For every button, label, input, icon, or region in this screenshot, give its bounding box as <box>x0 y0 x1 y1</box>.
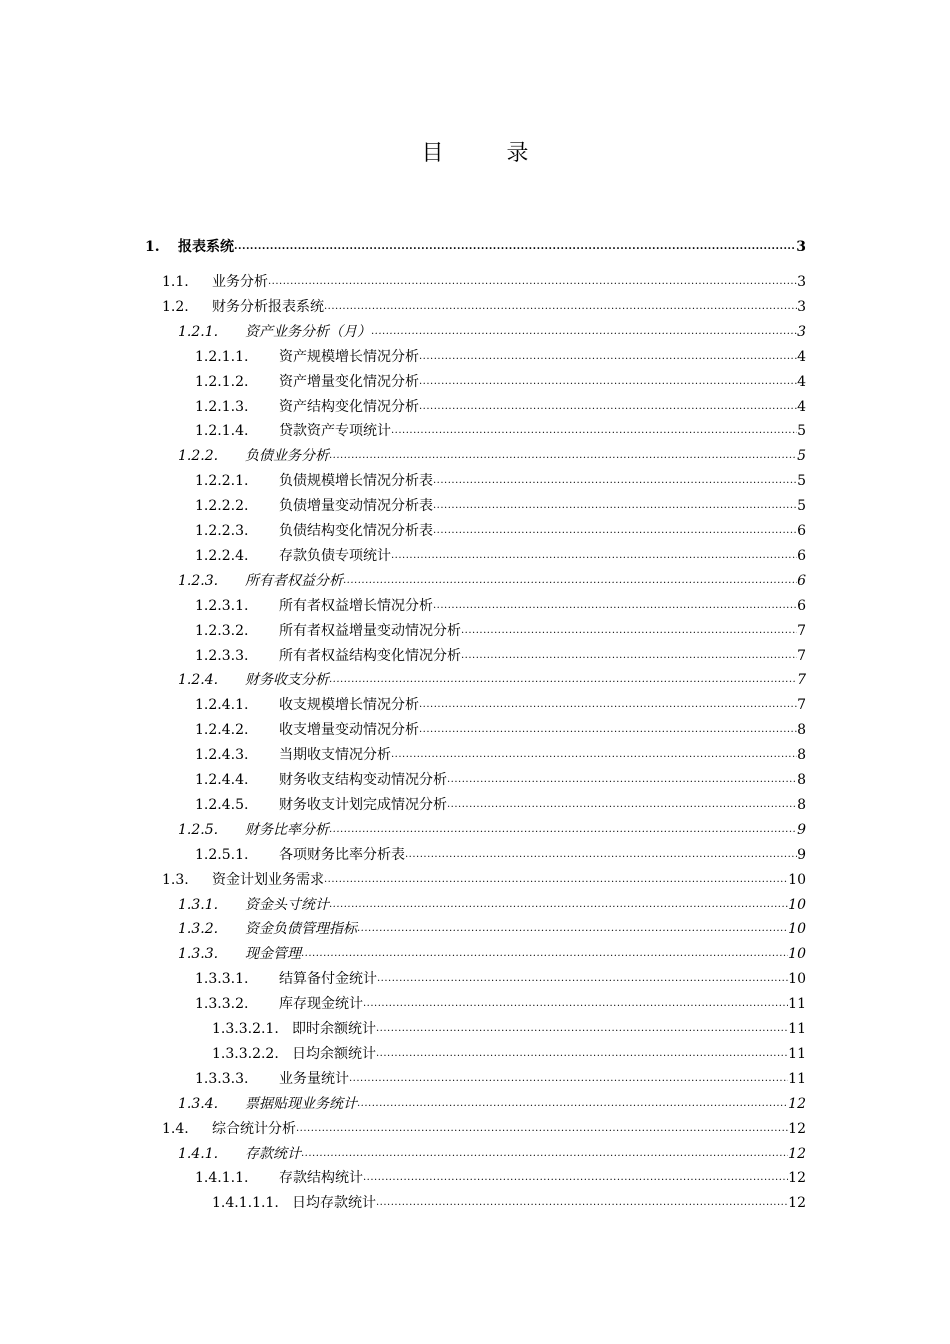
toc-entry-title: 日均余额统计 <box>292 1045 376 1062</box>
toc-entry-page: 11 <box>788 996 806 1013</box>
toc-entry-number: 1.2.3.2. <box>195 622 249 639</box>
toc-entry-page: 11 <box>788 1021 806 1037</box>
dot-leader <box>234 237 796 257</box>
toc-entry[interactable] <box>178 820 806 840</box>
toc-entry-page: 5 <box>797 498 806 515</box>
toc-entry-number: 1.3.3.2.2. <box>212 1045 279 1062</box>
toc-entry-number: 1.2.4.2. <box>195 722 249 739</box>
toc-entry[interactable] <box>195 969 806 989</box>
toc-entry-number: 1. <box>145 239 160 255</box>
dot-leader <box>371 322 797 342</box>
dot-leader <box>329 446 797 466</box>
toc-entry[interactable] <box>195 621 806 641</box>
toc-entry-page: 6 <box>797 572 806 589</box>
toc-entry-number: 1.2.2.3. <box>195 523 249 539</box>
dot-leader <box>419 372 797 392</box>
toc-entry-number: 1.2.2. <box>178 448 219 465</box>
toc-entry-number: 1.2.2.2. <box>195 498 249 515</box>
toc-entry[interactable] <box>178 1144 806 1164</box>
toc-entry-page: 10 <box>788 921 806 938</box>
toc-entry-title: 资金头寸统计 <box>245 896 329 913</box>
dot-leader <box>329 820 797 840</box>
toc-entry-page: 10 <box>788 896 806 913</box>
dot-leader <box>349 1069 788 1089</box>
toc-entry-title: 综合统计分析 <box>212 1120 296 1137</box>
toc-entry-page: 6 <box>797 547 806 564</box>
toc-entry-title: 财务比率分析 <box>245 821 329 838</box>
toc-entry-page: 4 <box>797 398 806 415</box>
toc-entry-page: 5 <box>797 448 806 465</box>
toc-entry-number: 1.3.2. <box>178 921 219 938</box>
toc-entry-number: 1.3.3.3. <box>195 1070 249 1087</box>
toc-entry-title: 各项财务比率分析表 <box>279 846 405 863</box>
dot-leader <box>391 421 797 441</box>
toc-entry-number: 1.2.1.3. <box>195 398 249 415</box>
toc-entry-title: 现金管理 <box>245 946 301 963</box>
toc-entry[interactable] <box>178 919 806 939</box>
toc-entry-title: 负债规模增长情况分析表 <box>279 473 433 490</box>
toc-entry-number: 1.2. <box>162 298 189 315</box>
toc-entry-number: 1.2.3.1. <box>195 597 249 614</box>
toc-entry-title: 资金计划业务需求 <box>212 871 324 888</box>
toc-entry[interactable] <box>195 496 806 516</box>
toc-entry-number: 1.2.3. <box>178 572 219 589</box>
toc-entry-number: 1.3.1. <box>178 896 219 913</box>
toc-entry-number: 1.3.3.2.1. <box>212 1021 279 1037</box>
toc-entry[interactable] <box>162 1119 806 1139</box>
toc-entry-number: 1.2.1. <box>178 323 219 340</box>
toc-entry-title: 财务收支分析 <box>245 672 329 689</box>
toc-entry-page: 6 <box>797 523 806 539</box>
dot-leader <box>357 919 788 939</box>
toc-entry[interactable] <box>162 870 806 890</box>
toc-entry-number: 1.4. <box>162 1120 189 1137</box>
dot-leader <box>461 646 797 666</box>
toc-entry-page: 7 <box>797 647 806 664</box>
toc-entry-number: 1.2.4. <box>178 672 219 689</box>
toc-entry[interactable] <box>195 695 806 715</box>
toc-entry-title: 即时余额统计 <box>292 1021 376 1037</box>
toc-entry-number: 1.2.1.4. <box>195 423 249 440</box>
toc-entry[interactable] <box>195 347 806 367</box>
toc-entry[interactable] <box>195 546 806 566</box>
toc-entry-number: 1.2.1.1. <box>195 348 249 365</box>
dot-leader <box>363 994 788 1014</box>
toc-entry[interactable] <box>162 272 806 292</box>
toc-entry[interactable] <box>195 521 806 541</box>
dot-leader <box>363 1168 788 1188</box>
toc-entry-page: 9 <box>797 821 806 838</box>
toc-entry-page: 11 <box>788 1045 806 1062</box>
toc-entry-title: 结算备付金统计 <box>279 971 377 988</box>
toc-entry[interactable] <box>195 720 806 740</box>
toc-entry-number: 1.1. <box>162 274 189 290</box>
toc-entry-number: 1.2.5. <box>178 821 219 838</box>
toc-entry-title: 资产增量变化情况分析 <box>279 373 419 390</box>
toc-entry-title: 负债增量变动情况分析表 <box>279 498 433 515</box>
toc-entry-title: 收支增量变动情况分析 <box>279 722 419 739</box>
toc-entry-title: 财务收支计划完成情况分析 <box>279 796 447 813</box>
toc-entry-page: 7 <box>797 622 806 639</box>
toc-entry[interactable] <box>195 372 806 392</box>
toc-entry-title: 财务分析报表系统 <box>212 298 324 315</box>
toc-entry-number: 1.2.4.4. <box>195 772 249 788</box>
toc-entry-page: 7 <box>797 697 806 714</box>
toc-entry[interactable] <box>178 571 806 591</box>
dot-leader <box>433 521 797 541</box>
toc-entry-number: 1.4.1.1. <box>195 1170 249 1187</box>
dot-leader <box>433 471 797 491</box>
toc-entry-title: 票据贴现业务统计 <box>245 1095 357 1112</box>
toc-entry-page: 3 <box>797 323 806 340</box>
toc-entry-title: 资金负债管理指标 <box>245 921 357 938</box>
toc-entry[interactable] <box>212 1193 806 1213</box>
dot-leader <box>447 770 797 790</box>
toc-entry-page: 12 <box>788 1145 806 1162</box>
toc-entry-title: 资产业务分析（月） <box>245 323 371 340</box>
toc-entry[interactable] <box>178 1094 806 1114</box>
toc-entry[interactable] <box>195 994 806 1014</box>
toc-entry-page: 10 <box>788 871 806 888</box>
toc-entry[interactable] <box>195 646 806 666</box>
toc-entry-title: 负债业务分析 <box>245 448 329 465</box>
dot-leader <box>433 496 797 516</box>
toc-entry-title: 资产规模增长情况分析 <box>279 348 419 365</box>
toc-entry-page: 9 <box>797 846 806 863</box>
toc-entry-number: 1.4.1. <box>178 1145 219 1162</box>
dot-leader <box>447 795 797 815</box>
dot-leader <box>343 571 797 591</box>
toc-entry-number: 1.2.1.2. <box>195 373 249 390</box>
dot-leader <box>357 1094 788 1114</box>
dot-leader <box>433 596 797 616</box>
toc-entry-page: 3 <box>797 298 806 315</box>
dot-leader <box>296 1119 788 1139</box>
toc-entry-title: 库存现金统计 <box>279 996 363 1013</box>
toc-entry-page: 12 <box>788 1170 806 1187</box>
toc-entry[interactable] <box>195 745 806 765</box>
toc-entry-number: 1.2.3.3. <box>195 647 249 664</box>
dot-leader <box>419 695 797 715</box>
toc-entry-page: 8 <box>797 772 806 788</box>
toc-entry[interactable] <box>178 670 806 690</box>
toc-entry-page: 8 <box>797 747 806 764</box>
toc-entry[interactable] <box>195 1168 806 1188</box>
toc-entry-title: 贷款资产专项统计 <box>279 423 391 440</box>
toc-entry-page: 5 <box>797 423 806 440</box>
toc-entry-number: 1.3. <box>162 871 189 888</box>
toc-entry-page: 10 <box>788 946 806 963</box>
toc-entry[interactable] <box>178 944 806 964</box>
dot-leader <box>419 720 797 740</box>
toc-entry-title: 所有者权益增量变动情况分析 <box>279 622 461 639</box>
page-title: 目 录 <box>421 141 557 166</box>
toc-entry[interactable] <box>195 421 806 441</box>
dot-leader <box>377 969 788 989</box>
toc-entry-title: 所有者权益增长情况分析 <box>279 597 433 614</box>
toc-entry[interactable] <box>195 845 806 865</box>
toc-entry[interactable] <box>178 322 806 342</box>
toc-entry-number: 1.2.5.1. <box>195 846 249 863</box>
toc-entry-number: 1.2.2.1. <box>195 473 249 490</box>
dot-leader <box>419 397 797 417</box>
toc-entry-title: 存款负债专项统计 <box>279 547 391 564</box>
toc-entry-page: 8 <box>797 722 806 739</box>
toc-entry-title: 存款统计 <box>245 1145 301 1162</box>
toc-entry-number: 1.2.4.3. <box>195 747 249 764</box>
dot-leader <box>391 745 797 765</box>
toc-entry[interactable] <box>195 770 806 790</box>
toc-entry-page: 10 <box>788 971 806 988</box>
toc-entry-title: 业务分析 <box>212 274 268 290</box>
toc-entry-page: 4 <box>797 373 806 390</box>
toc-entry[interactable] <box>195 1069 806 1089</box>
dot-leader <box>376 1019 788 1039</box>
toc-entry-title: 业务量统计 <box>279 1070 349 1087</box>
toc-entry[interactable] <box>195 397 806 417</box>
toc-entry[interactable] <box>195 795 806 815</box>
toc-entry-title: 财务收支结构变动情况分析 <box>279 772 447 788</box>
toc-entry-page: 12 <box>788 1095 806 1112</box>
dot-leader <box>376 1193 788 1213</box>
dot-leader <box>301 944 788 964</box>
toc-entry[interactable] <box>212 1019 806 1039</box>
toc-entry-number: 1.2.4.1. <box>195 697 249 714</box>
toc-entry[interactable] <box>162 297 806 317</box>
toc-entry[interactable] <box>178 895 806 915</box>
toc-entry-number: 1.3.3. <box>178 946 219 963</box>
toc-entry-page: 12 <box>788 1195 806 1212</box>
toc-entry-page: 11 <box>788 1070 806 1087</box>
dot-leader <box>301 1144 788 1164</box>
toc-entry[interactable] <box>178 446 806 466</box>
dot-leader <box>391 546 797 566</box>
toc-entry-title: 当期收支情况分析 <box>279 747 391 764</box>
dot-leader <box>329 895 788 915</box>
toc-entry-title: 报表系统 <box>178 239 234 255</box>
dot-leader <box>419 347 797 367</box>
toc-entry-title: 负债结构变化情况分析表 <box>279 523 433 539</box>
toc-entry[interactable] <box>145 237 806 257</box>
toc-entry-number: 1.2.4.5. <box>195 796 249 813</box>
toc-entry-page: 3 <box>797 274 806 290</box>
dot-leader <box>461 621 797 641</box>
toc-entry[interactable] <box>212 1044 806 1064</box>
toc-entry-number: 1.4.1.1.1. <box>212 1195 279 1212</box>
toc-entry-page: 8 <box>797 796 806 813</box>
toc-entry-title: 存款结构统计 <box>279 1170 363 1187</box>
toc-entry-page: 5 <box>797 473 806 490</box>
dot-leader <box>324 870 788 890</box>
toc-entry-title: 收支规模增长情况分析 <box>279 697 419 714</box>
toc-entry-number: 1.3.3.2. <box>195 996 249 1013</box>
toc-entry-number: 1.3.4. <box>178 1095 219 1112</box>
toc-entry[interactable] <box>195 471 806 491</box>
toc-entry-page: 7 <box>797 672 806 689</box>
toc-entry[interactable] <box>195 596 806 616</box>
toc-entry-title: 日均存款统计 <box>292 1195 376 1212</box>
toc-entry-title: 所有者权益分析 <box>245 572 343 589</box>
toc-entry-title: 资产结构变化情况分析 <box>279 398 419 415</box>
dot-leader <box>376 1044 788 1064</box>
toc-entry-number: 1.2.2.4. <box>195 547 249 564</box>
toc-entry-page: 3 <box>796 239 806 255</box>
dot-leader <box>405 845 797 865</box>
dot-leader <box>268 272 797 292</box>
toc-entry-page: 12 <box>788 1120 806 1137</box>
dot-leader <box>329 670 797 690</box>
toc-entry-page: 4 <box>797 348 806 365</box>
dot-leader <box>324 297 797 317</box>
toc-entry-title: 所有者权益结构变化情况分析 <box>279 647 461 664</box>
toc-entry-number: 1.3.3.1. <box>195 971 249 988</box>
toc-entry-page: 6 <box>797 597 806 614</box>
